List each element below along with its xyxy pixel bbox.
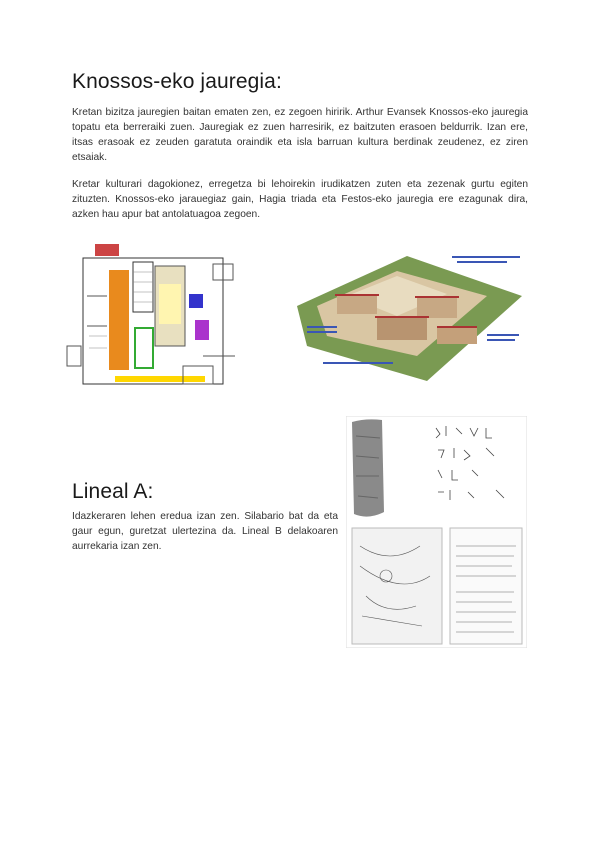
section-title-linear-a: Lineal A: — [72, 480, 154, 503]
paragraph-linear-a: Idazkeraren lehen eredua izan zen. Silabario bat da eta gaur egun, guretzat ulertezina da. Lineal B delakoaren aurrekaria izan zen. — [72, 511, 338, 552]
palace-floor-plan-image — [63, 236, 243, 404]
paragraph-knossos-intro: Kretan bizitza jauregien baitan ematen zen, ez zegoen hiririk. Arthur Evansek Knossos-eko jauregia topatu eta berreraiki zuen. Jauregiak ez zuen harresirik, ez baitzuten erasoen beldurrik. Izan ere, itsas erasoak ez zeuden garatuta oraindik eta isla barruan kultura berdinak zeudenez, ez ziren etsaiak. — [72, 107, 528, 163]
palace-3d-reconstruction-image — [287, 236, 527, 386]
paragraph-cretan-culture: Kretar kulturari dagokionez, erregetza bi lehoirekin irudikatzen zuten eta zezenak gurtu egiten zituzten. Knossos-eko jarauegiaz gain, Hagia triada eta Festos-eko jauregia ere ezagunak dira, azken hau apur bat antolatuagoa zegoen. — [72, 179, 528, 220]
section-title-knossos: Knossos-eko jauregia: — [72, 70, 282, 93]
linear-a-tablets-image — [346, 416, 527, 648]
